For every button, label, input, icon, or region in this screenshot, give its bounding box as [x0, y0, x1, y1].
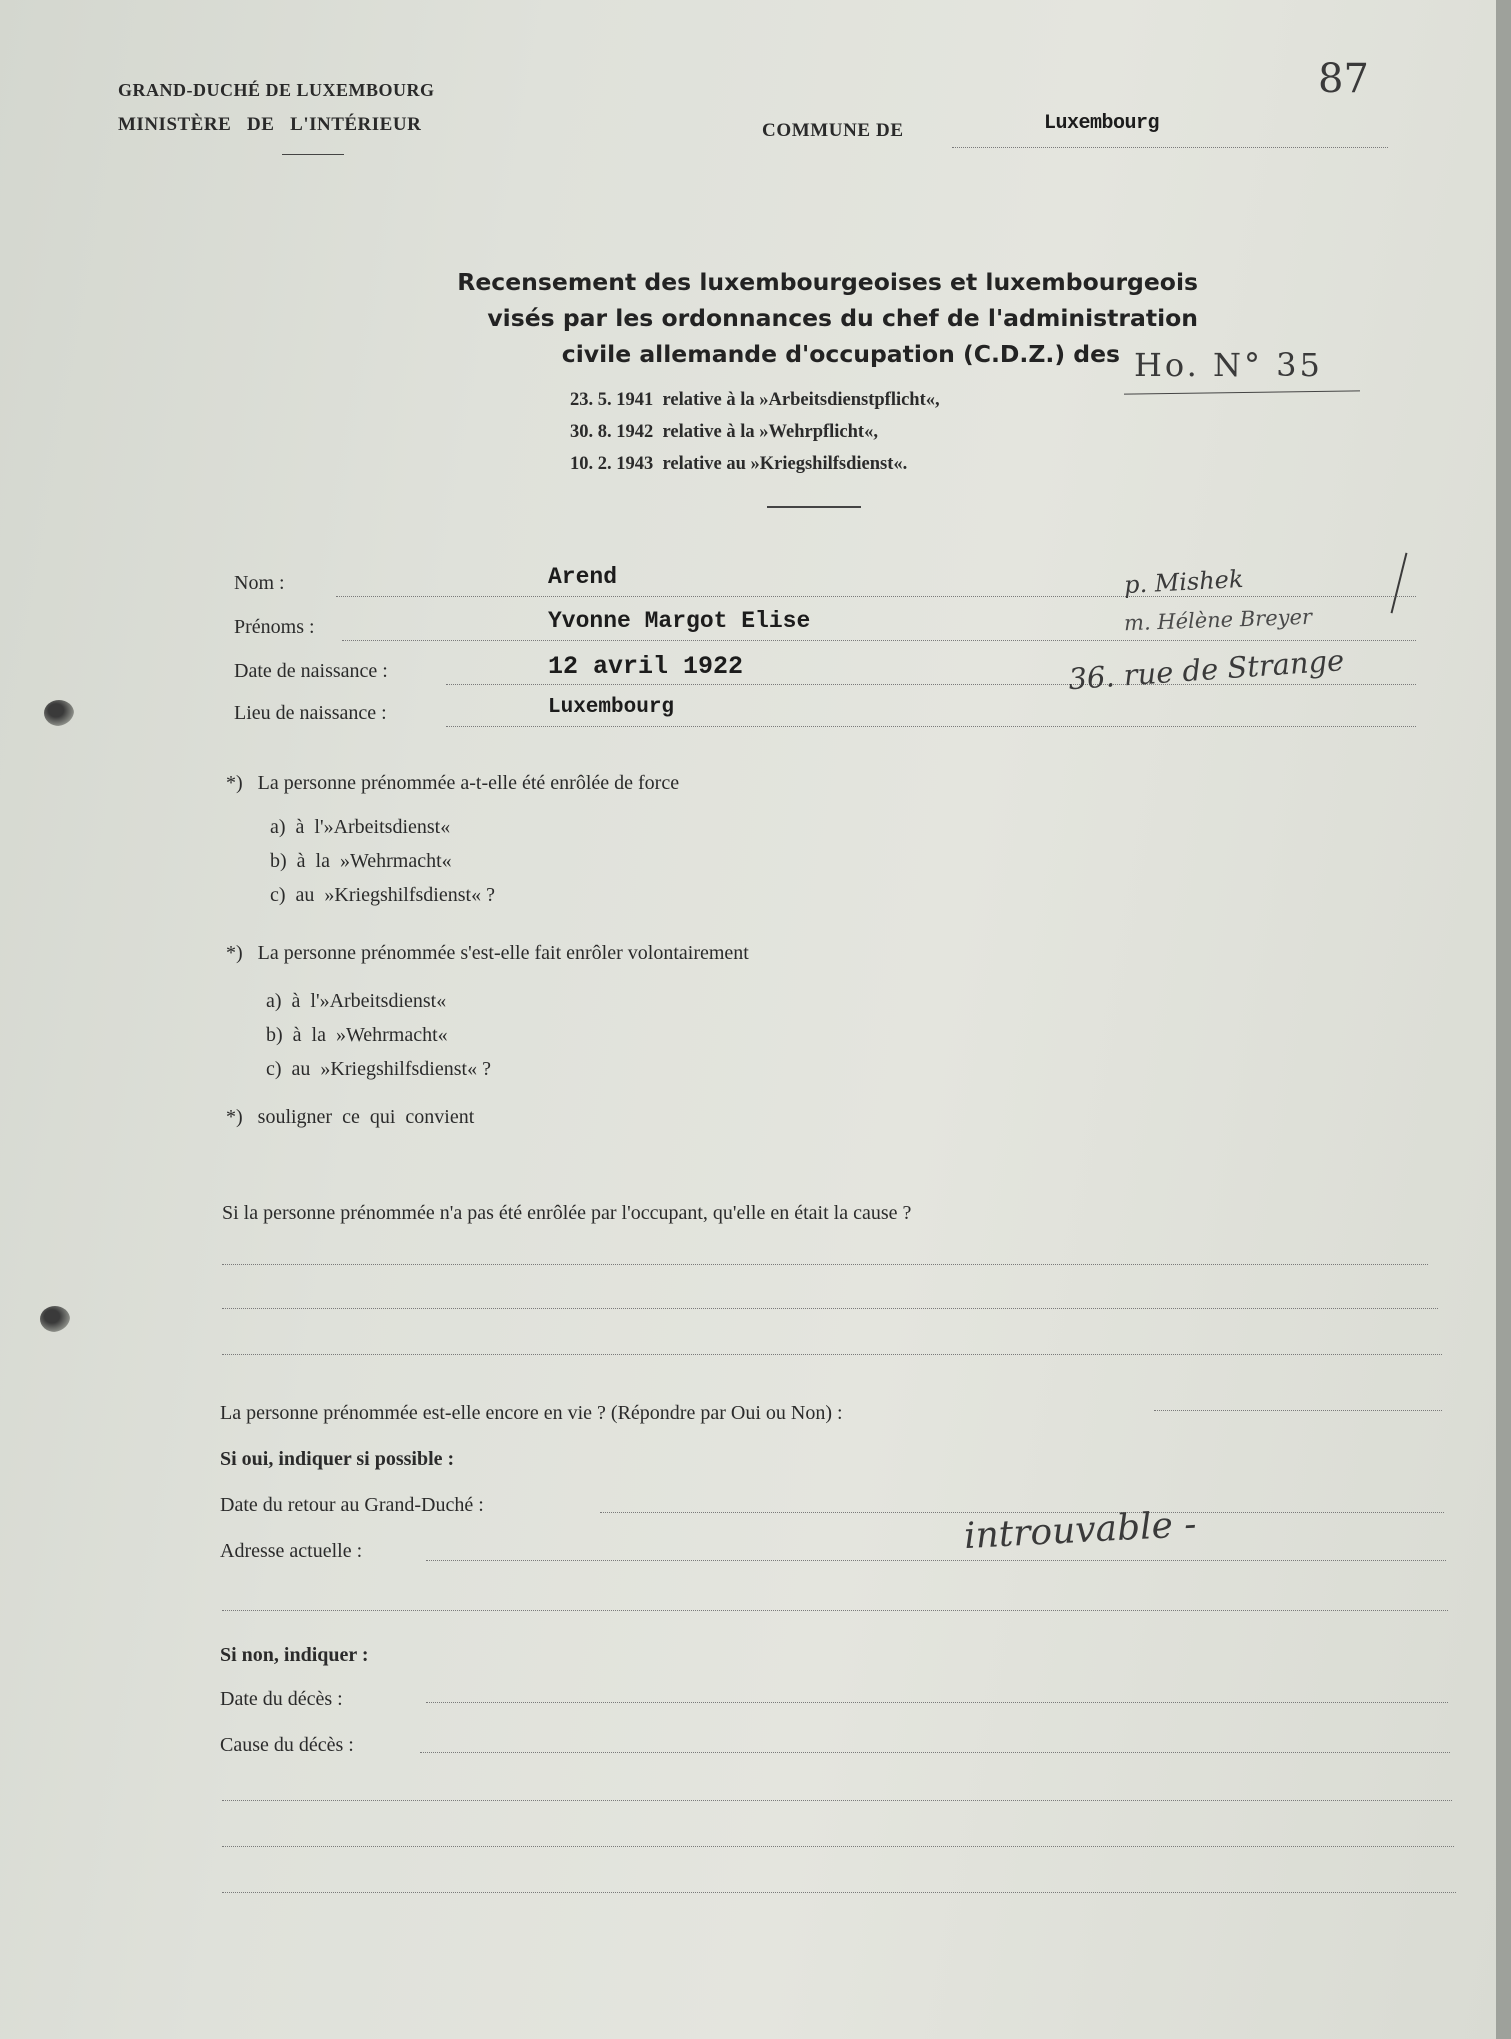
nom-value: Arend — [548, 564, 618, 590]
volontaire-option-b: b) à la »Wehrmacht« — [266, 1024, 448, 1046]
title-line-3: civile allemande d'occupation (C.D.Z.) des — [561, 340, 1120, 368]
adresse-value: introuvable - — [963, 1503, 1198, 1558]
force-option-c: c) au »Kriegshilfsdienst« ? — [270, 884, 495, 906]
vie-question: La personne prénommée est-elle encore en vie ? (Répondre par Oui ou Non) : — [220, 1402, 843, 1424]
deces-label: Date du décès : — [220, 1688, 343, 1710]
section-rule — [767, 506, 861, 508]
si-oui-label: Si oui, indiquer si possible : — [220, 1448, 455, 1470]
adresse-line — [426, 1560, 1446, 1561]
cause-line-3 — [222, 1354, 1442, 1355]
prenoms-line — [342, 640, 1416, 641]
commune-label: COMMUNE DE — [762, 120, 904, 141]
handwritten-note-2: m. Hélène Breyer — [1123, 604, 1313, 636]
lieu-line — [446, 726, 1416, 727]
force-option-a: a) à l'»Arbeitsdienst« — [270, 816, 451, 838]
si-non-label: Si non, indiquer : — [220, 1644, 369, 1666]
adresse-line-2 — [222, 1610, 1448, 1611]
force-option-b: b) à la »Wehrmacht« — [270, 850, 452, 872]
cause-deces-label: Cause du décès : — [220, 1734, 354, 1756]
commune-value: Luxembourg — [1044, 112, 1160, 135]
naissance-label: Date de naissance : — [234, 660, 388, 682]
title-line-1: Recensement des luxembourgeoises et luxembourgeois — [457, 268, 1198, 296]
nom-label: Nom : — [234, 572, 285, 594]
deces-line — [426, 1702, 1448, 1703]
ordinance-1943: 10. 2. 1943 relative au »Kriegshilfsdienst«. — [570, 454, 908, 474]
naissance-value: 12 avril 1922 — [548, 652, 744, 681]
header-rule — [282, 154, 344, 155]
cause-deces-line-4 — [222, 1892, 1456, 1893]
nom-line — [336, 596, 1416, 597]
volontaire-question: *) La personne prénommée s'est-elle fait enrôler volontairement — [226, 942, 749, 964]
cause-line-2 — [222, 1308, 1438, 1309]
page-edge — [1496, 0, 1511, 2039]
ministry-header: MINISTÈRE DE L'INTÉRIEUR — [118, 114, 422, 135]
volontaire-option-a: a) à l'»Arbeitsdienst« — [266, 990, 447, 1012]
cause-question: Si la personne prénommée n'a pas été enrôlée par l'occupant, qu'elle en était la cause ? — [222, 1202, 912, 1224]
handwritten-tick — [1391, 553, 1408, 614]
cause-deces-line-2 — [222, 1800, 1452, 1801]
lieu-label: Lieu de naissance : — [234, 702, 387, 724]
cause-deces-line-1 — [420, 1752, 1450, 1753]
prenoms-label: Prénoms : — [234, 616, 315, 638]
country-header: GRAND-DUCHÉ DE LUXEMBOURG — [118, 80, 435, 100]
handwritten-reference: Ho. N° 35 — [1134, 346, 1323, 384]
cause-deces-line-3 — [222, 1846, 1454, 1847]
ordinance-1941: 23. 5. 1941 relative à la »Arbeitsdienstpflicht«, — [570, 390, 940, 410]
reference-underline — [1124, 390, 1360, 394]
punch-hole-top — [44, 700, 74, 726]
lieu-value: Luxembourg — [548, 696, 675, 719]
commune-line — [952, 147, 1388, 148]
footnote: *) souligner ce qui convient — [226, 1106, 475, 1128]
naissance-line — [446, 684, 1416, 685]
page-number: 87 — [1318, 56, 1369, 102]
title-line-2: visés par les ordonnances du chef de l'administration — [487, 304, 1198, 332]
handwritten-note-1: p. Mishek — [1123, 564, 1245, 600]
cause-line-1 — [222, 1264, 1428, 1265]
retour-label: Date du retour au Grand-Duché : — [220, 1494, 484, 1516]
force-question: *) La personne prénommée a-t-elle été enrôlée de force — [226, 772, 680, 794]
volontaire-option-c: c) au »Kriegshilfsdienst« ? — [266, 1058, 491, 1080]
vie-answer-line — [1154, 1410, 1442, 1411]
prenoms-value: Yvonne Margot Elise — [548, 608, 811, 634]
ordinance-1942: 30. 8. 1942 relative à la »Wehrpflicht«, — [570, 422, 878, 442]
punch-hole-bottom — [40, 1306, 70, 1332]
adresse-label: Adresse actuelle : — [220, 1540, 363, 1562]
handwritten-note-3: 36. rue de Strange — [1067, 643, 1346, 697]
